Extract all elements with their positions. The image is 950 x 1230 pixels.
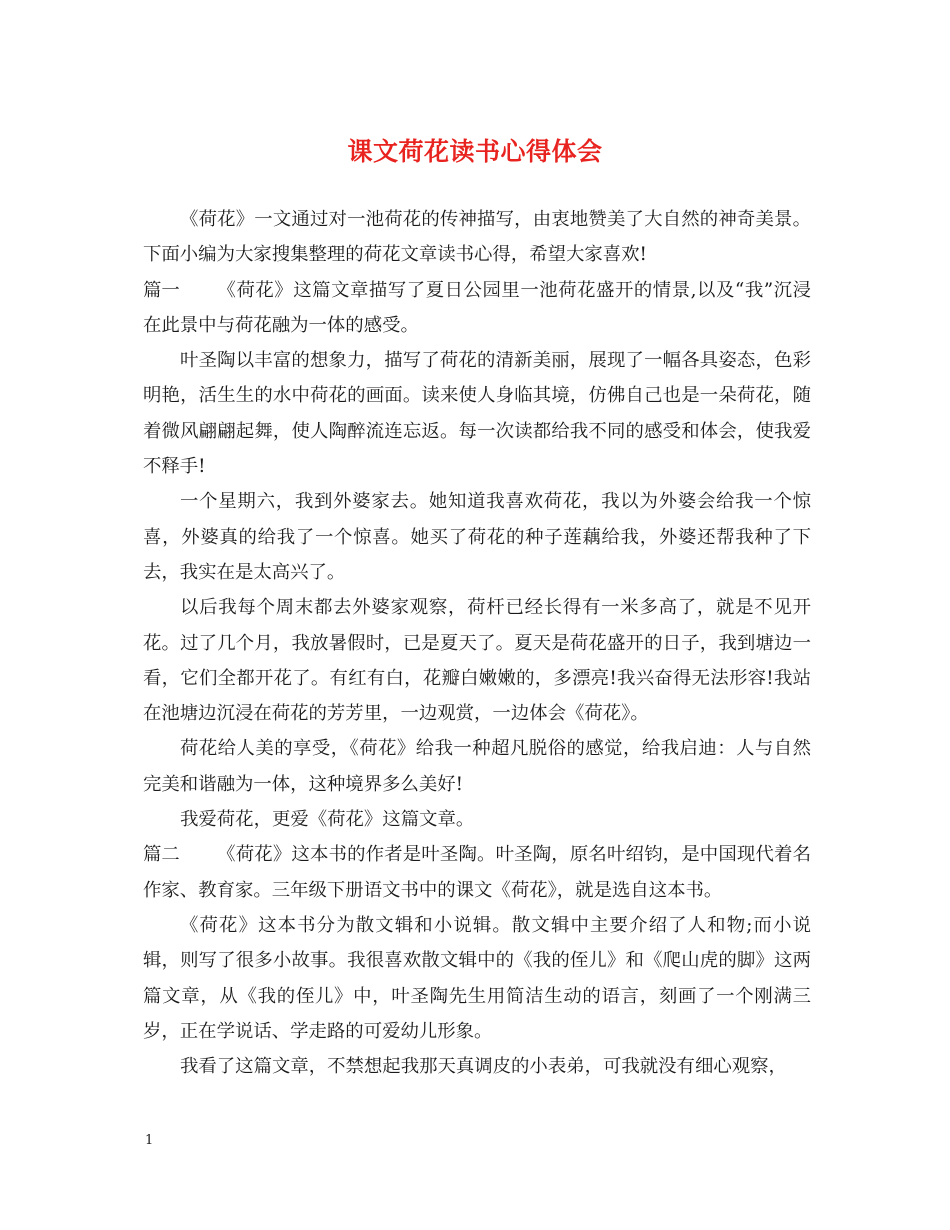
document-title: 课文荷花读书心得体会 — [347, 137, 603, 166]
paragraph: 我看了这篇文章，不禁想起我那天真调皮的小表弟，可我就没有细心观察， — [180, 1056, 787, 1078]
paragraph: 《荷花》这本书分为散文辑和小说辑。散文辑中主要介绍了人和物;而小说辑，则写了很多小故事。我很喜欢散文辑中的《我的侄儿》和《爬山虎的脚》这两篇文章，从《我的侄儿》中，叶圣陶先生用简洁生动的语言，刻画了一个刚满三岁，正在学说话、学走路的可爱幼儿形象。 — [143, 914, 811, 1042]
paragraph: 一个星期六，我到外婆家去。她知道我喜欢荷花，我以为外婆会给我一个惊喜，外婆真的给我了一个惊喜。她买了荷花的种子莲藕给我，外婆还帮我种了下去，我实在是太高兴了。 — [143, 491, 811, 583]
paragraph: 《荷花》一文通过对一池荷花的传神描写，由衷地赞美了大自然的神奇美景。下面小编为大家搜集整理的荷花文章读书心得，希望大家喜欢! — [143, 209, 811, 266]
paragraph: 我爱荷花，更爱《荷花》这篇文章。 — [180, 809, 475, 831]
paragraph-text: 《荷花》这本书的作者是叶圣陶。叶圣陶，原名叶绍钧，是中国现代着名作家、教育家。三年级下册语文书中的课文《荷花》，就是选自这本书。 — [143, 844, 811, 901]
section-marker: 篇一 — [143, 279, 180, 301]
paragraph-text: 《荷花》这篇文章描写了夏日公园里一池荷花盛开的情景,以及“我”沉浸在此景中与荷花融为一体的感受。 — [143, 279, 811, 336]
paragraph: 叶圣陶以丰富的想象力，描写了荷花的清新美丽，展现了一幅各具姿态，色彩明艳，活生生的水中荷花的画面。读来使人身临其境，仿佛自己也是一朵荷花，随着微风翩翩起舞，使人陶醉流连忘返。每一次读都给我不同的感受和体会，使我爱不释手! — [143, 350, 811, 478]
paragraph-section-one — [143, 273, 811, 344]
paragraph: 荷花给人美的享受，《荷花》给我一种超凡脱俗的感觉，给我启迪：人与自然完美和谐融为一体，这种境界多么美好! — [143, 738, 811, 795]
section-marker: 篇二 — [143, 844, 180, 866]
document-body — [143, 202, 811, 1084]
paragraph: 以后我每个周末都去外婆家观察，荷杆已经长得有一米多高了，就是不见开花。过了几个月，我放暑假时，已是夏天了。夏天是荷花盛开的日子，我到塘边一看，它们全都开花了。有红有白，花瓣白嫩嫩的，多漂亮!我兴奋得无法形容!我站在池塘边沉浸在荷花的芳芳里，一边观赏，一边体会《荷花》。 — [143, 597, 811, 725]
page-number: 1 — [145, 1133, 154, 1148]
paragraph-section-two — [143, 837, 811, 908]
